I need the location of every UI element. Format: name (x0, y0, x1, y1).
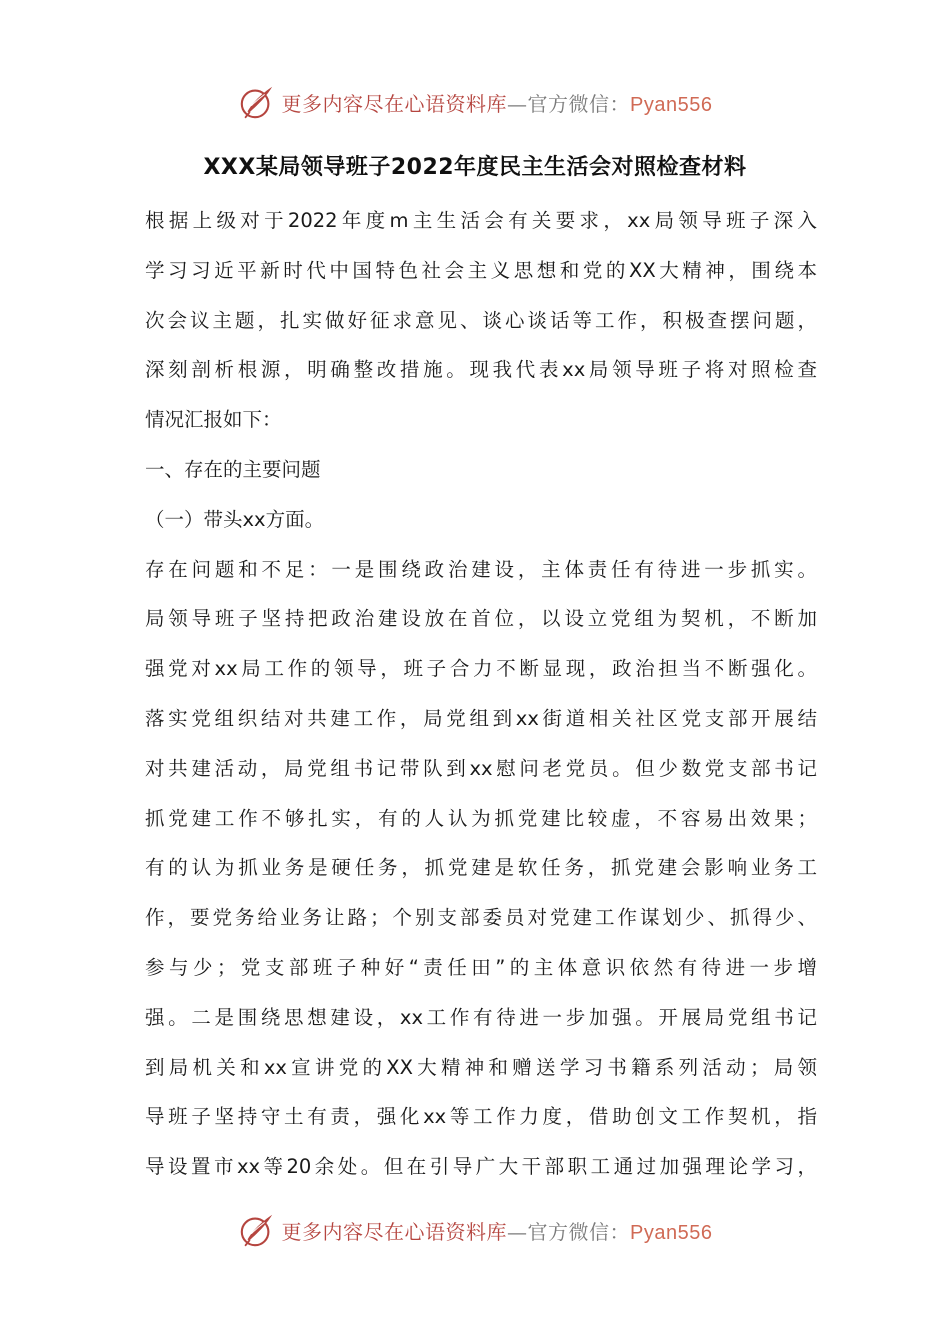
watermark-wechat-label: 官方微信： (527, 1219, 631, 1244)
body-line: 作，要党务给业务让路；个别支部委员对党建工作谋划少、抓得少、 (145, 906, 817, 930)
body-line: 抓党建工作不够扎实，有的人认为抓党建比较虚，不容易出效果； (145, 806, 817, 830)
body-line: 学习习近平新时代中国特色社会主义思想和党的XX大精神，围绕本 (145, 258, 817, 282)
watermark-site-text: 更多内容尽在心语资料库 (281, 1219, 508, 1244)
watermark-dash: — (507, 1219, 528, 1244)
watermark-account: Pyan556 (630, 93, 713, 116)
watermark-text (282, 88, 713, 117)
document-body (145, 196, 817, 1192)
body-line: 对共建活动，局党组书记带队到xx慰问老党员。但少数党支部书记 (145, 756, 817, 780)
document-title: XXX某局领导班子2022年度民主生活会对照检查材料 (203, 155, 747, 180)
body-line: 落实党组织结对共建工作，局党组到xx街道相关社区党支部开展结 (145, 706, 817, 730)
body-line: 局领导班子坚持把政治建设放在首位，以设立党组为契机，不断加 (145, 607, 817, 631)
body-line: 参与少；党支部班子种好“责任田”的主体意识依然有待进一步增 (145, 955, 817, 979)
body-line: 强党对xx局工作的领导，班子合力不断显现，政治担当不断强化。 (145, 657, 817, 681)
body-line: 强。二是围绕思想建设，xx工作有待进一步加强。开展局党组书记 (145, 1005, 817, 1029)
body-line: 深刻剖析根源，明确整改措施。现我代表xx局领导班子将对照检查 (145, 358, 817, 382)
section-heading: 一、存在的主要问题 (145, 457, 321, 481)
body-line: 导班子坚持守土有责，强化xx等工作力度，借助创文工作契机，指 (145, 1105, 817, 1129)
watermark-banner-bottom (0, 1208, 950, 1252)
quill-logo-icon (238, 83, 276, 121)
watermark-wechat-label: 官方微信： (527, 91, 631, 116)
subsection-heading: （一）带头xx方面。 (145, 507, 325, 531)
body-line: 有的认为抓业务是硬任务，抓党建是软任务，抓党建会影响业务工 (145, 856, 817, 880)
body-line: 导设置市xx等20余处。但在引导广大干部职工通过加强理论学习， (145, 1155, 817, 1179)
watermark-site-text: 更多内容尽在心语资料库 (281, 91, 508, 116)
quill-logo-icon (238, 1211, 276, 1249)
watermark-banner-top (0, 80, 950, 124)
body-line: 次会议主题，扎实做好征求意见、谈心谈话等工作，积极查摆问题， (145, 308, 817, 332)
watermark-account: Pyan556 (630, 1221, 713, 1244)
body-line: 情况汇报如下： (145, 408, 282, 432)
body-line: 到局机关和xx宣讲党的XX大精神和赠送学习书籍系列活动；局领 (145, 1055, 817, 1079)
body-line: 根据上级对于2022年度m主生活会有关要求，xx局领导班子深入 (145, 209, 817, 232)
body-line: 存在问题和不足：一是围绕政治建设，主体责任有待进一步抓实。 (145, 557, 817, 581)
watermark-text (282, 1216, 713, 1245)
watermark-dash: — (507, 91, 528, 116)
